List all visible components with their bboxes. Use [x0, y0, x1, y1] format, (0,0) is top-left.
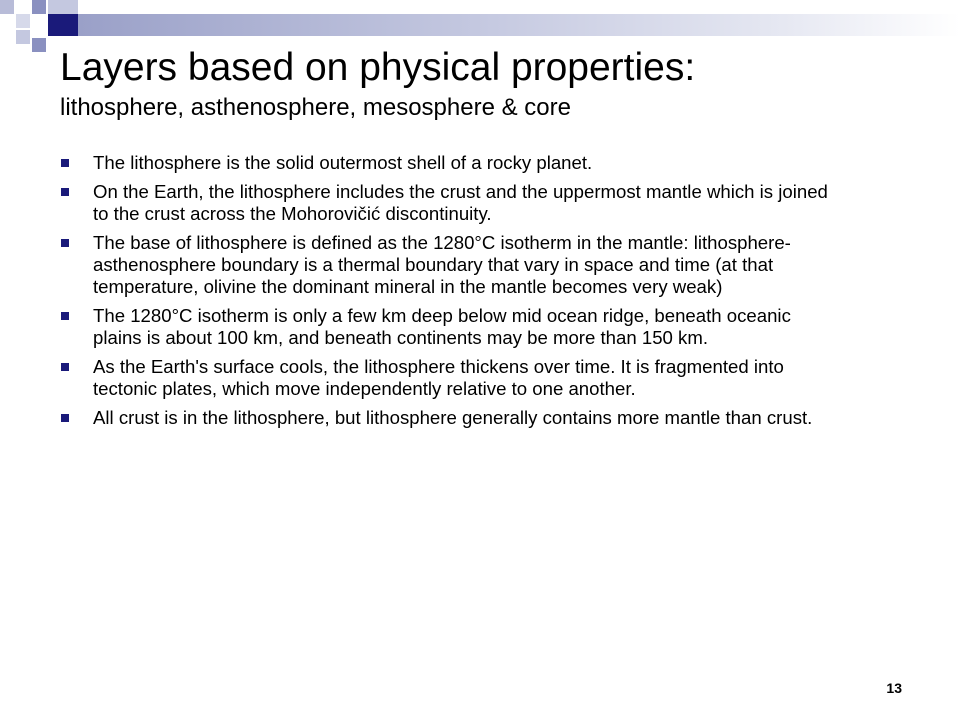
square-bullet-icon [61, 363, 69, 371]
slide-title-main: Layers based on physical properties: [60, 46, 696, 89]
square-bullet-icon [61, 414, 69, 422]
bullet-text: As the Earth's surface cools, the lithosphere thickens over time. It is fragmented into tectonic plates, which move independently relative to one another. [93, 356, 784, 399]
bullet-text: On the Earth, the lithosphere includes the crust and the uppermost mantle which is joined to the crust across the Mohorovičić discontinuity. [93, 181, 828, 224]
bullet-item [60, 305, 840, 349]
corner-square-5 [48, 14, 78, 36]
bullet-item [60, 181, 840, 225]
corner-square-1 [0, 0, 14, 14]
header-gradient-bar [78, 14, 960, 36]
corner-square-4 [16, 14, 30, 28]
page-number: 13 [886, 680, 902, 696]
bullet-item [60, 232, 840, 298]
bullet-text: All crust is in the lithosphere, but lithosphere generally contains more mantle than crust. [93, 407, 813, 428]
corner-square-3 [48, 0, 78, 14]
corner-square-2 [32, 0, 46, 14]
square-bullet-icon [61, 239, 69, 247]
bullet-item [60, 356, 840, 400]
slide-subtitle: lithosphere, asthenosphere, mesosphere & core [60, 94, 571, 121]
slide-title [60, 44, 940, 124]
bullet-item [60, 152, 840, 174]
bullet-text: The base of lithosphere is defined as the 1280°C isotherm in the mantle: lithosphere-asthenosphere boundary is a thermal boundary that vary in space and time (at that temperature, olivine the dominant mineral in the mantle becomes very weak) [93, 232, 791, 297]
square-bullet-icon [61, 159, 69, 167]
bullet-list [60, 152, 840, 436]
corner-square-7 [32, 38, 46, 52]
bullet-text: The 1280°C isotherm is only a few km deep below mid ocean ridge, beneath oceanic plains is about 100 km, and beneath continents may be more than 150 km. [93, 305, 791, 348]
bullet-item [60, 407, 840, 429]
square-bullet-icon [61, 188, 69, 196]
corner-square-6 [16, 30, 30, 44]
square-bullet-icon [61, 312, 69, 320]
bullet-text: The lithosphere is the solid outermost shell of a rocky planet. [93, 152, 593, 173]
